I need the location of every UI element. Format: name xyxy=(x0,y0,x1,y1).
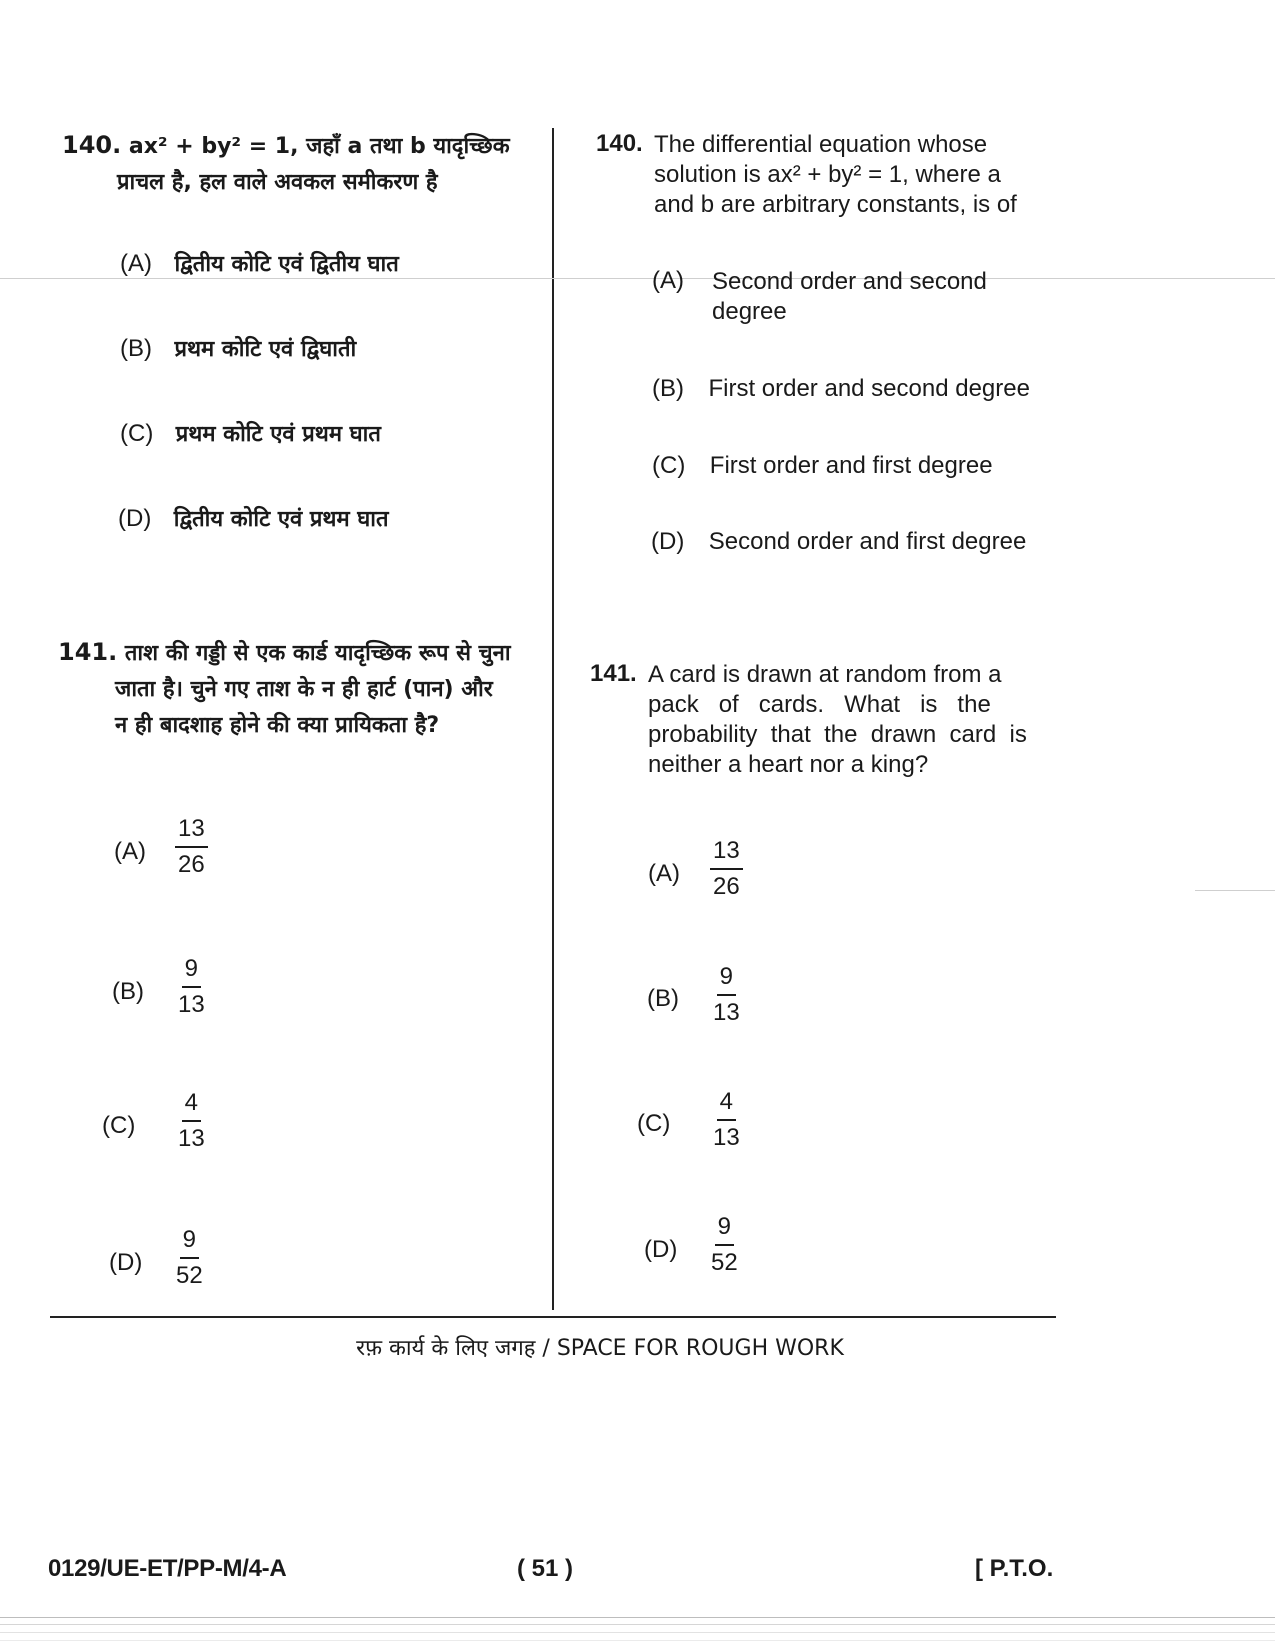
fraction-denominator: 26 xyxy=(178,851,205,878)
option-text: द्वितीय कोटि एवं द्वितीय घात xyxy=(174,252,399,277)
option-d[interactable] xyxy=(651,527,1026,557)
pto-marker: [ P.T.O. xyxy=(975,1555,1054,1582)
option-label[interactable]: (D) xyxy=(644,1236,678,1263)
option-label[interactable]: (B) xyxy=(112,978,144,1005)
content-divider xyxy=(50,1316,1056,1318)
fraction-numerator: 9 xyxy=(715,1212,734,1246)
option-a[interactable] xyxy=(652,267,1072,327)
fraction-option-d xyxy=(708,1212,741,1278)
question-line: प्राचल है, हल वाले अवकल समीकरण है xyxy=(117,170,438,195)
option-b[interactable] xyxy=(652,374,1030,404)
option-text: Second order and first degree xyxy=(708,528,1027,555)
option-c[interactable] xyxy=(652,451,993,481)
option-label: (A) xyxy=(652,267,684,294)
option-a[interactable] xyxy=(120,248,399,278)
fraction-numerator: 9 xyxy=(182,954,201,988)
question-number: 141. xyxy=(590,660,637,687)
rough-work-caption: रफ़ कार्य के लिए जगह / SPACE FOR ROUGH WORK xyxy=(356,1336,844,1361)
option-label: (D) xyxy=(118,505,152,532)
option-b[interactable] xyxy=(120,333,356,363)
fraction-option-b xyxy=(710,962,743,1028)
paper-code: 0129/UE-ET/PP-M/4-A xyxy=(48,1555,287,1582)
question-line: probability that the drawn card is xyxy=(648,721,1027,748)
question-141-english xyxy=(590,660,1065,780)
question-number: 141. xyxy=(58,638,118,666)
option-text: प्रथम कोटि एवं द्विघाती xyxy=(174,337,357,362)
option-label[interactable]: (A) xyxy=(114,838,146,865)
fraction-numerator: 9 xyxy=(180,1225,199,1259)
question-line: ax² + by² = 1, जहाँ a तथा b यादृच्छिक xyxy=(128,134,510,159)
question-line: A card is drawn at random from a xyxy=(648,661,1002,688)
fraction-denominator: 13 xyxy=(713,1124,740,1151)
column-divider xyxy=(552,128,554,1310)
fraction-option-a xyxy=(175,814,208,880)
option-text: प्रथम कोटि एवं प्रथम घात xyxy=(175,422,381,447)
option-label: (C) xyxy=(120,420,154,447)
fraction-option-d xyxy=(173,1225,206,1291)
fraction-option-c xyxy=(175,1088,208,1154)
question-line: The differential equation whose xyxy=(654,131,988,158)
question-line: and b are arbitrary constants, is of xyxy=(654,191,1017,218)
fraction-denominator: 13 xyxy=(178,991,205,1018)
fraction-numerator: 9 xyxy=(717,962,736,996)
fraction-denominator: 26 xyxy=(713,873,740,900)
fraction-denominator: 52 xyxy=(176,1262,203,1289)
scan-line xyxy=(0,278,1275,279)
question-line: न ही बादशाह होने की क्या प्रायिकता है? xyxy=(115,713,440,738)
question-number: 140. xyxy=(596,130,643,157)
option-label[interactable]: (C) xyxy=(102,1112,136,1139)
scan-line xyxy=(0,1640,1275,1641)
question-141-hindi xyxy=(58,634,548,744)
scan-line xyxy=(0,1624,1275,1625)
option-text: degree xyxy=(712,298,787,325)
fraction-numerator: 4 xyxy=(182,1088,201,1122)
question-line: neither a heart nor a king? xyxy=(648,751,929,778)
option-label[interactable]: (D) xyxy=(109,1249,143,1276)
fraction-option-b xyxy=(175,954,208,1020)
question-140-english xyxy=(596,130,1071,220)
option-text: द्वितीय कोटि एवं प्रथम घात xyxy=(173,507,389,532)
question-140-hindi xyxy=(62,127,542,201)
option-label: (D) xyxy=(651,528,685,555)
fraction-option-c xyxy=(710,1087,743,1153)
option-label: (B) xyxy=(652,375,684,402)
option-text: Second order and second xyxy=(712,268,987,295)
option-text: First order and first degree xyxy=(709,452,993,479)
scan-line xyxy=(0,1632,1275,1633)
question-line: solution is ax² + by² = 1, where a xyxy=(654,161,1001,188)
question-line: जाता है। चुने गए ताश के न ही हार्ट (पान) और xyxy=(115,677,493,702)
fraction-numerator: 4 xyxy=(717,1087,736,1121)
scan-line xyxy=(1195,890,1275,891)
question-line: pack of cards. What is the xyxy=(648,691,991,718)
option-label[interactable]: (C) xyxy=(637,1110,671,1137)
fraction-denominator: 13 xyxy=(713,999,740,1026)
fraction-denominator: 52 xyxy=(711,1249,738,1276)
option-label[interactable]: (B) xyxy=(647,985,679,1012)
option-label: (C) xyxy=(652,452,686,479)
fraction-option-a xyxy=(710,836,743,902)
fraction-numerator: 13 xyxy=(175,814,208,848)
question-number: 140. xyxy=(62,131,122,159)
fraction-numerator: 13 xyxy=(710,836,743,870)
scan-line xyxy=(0,1617,1275,1618)
page-number: ( 51 ) xyxy=(517,1555,574,1582)
option-label: (B) xyxy=(120,335,152,362)
option-d[interactable] xyxy=(118,503,389,533)
option-label: (A) xyxy=(120,250,152,277)
question-line: ताश की गड्डी से एक कार्ड यादृच्छिक रूप से चुना xyxy=(124,641,511,666)
fraction-denominator: 13 xyxy=(178,1125,205,1152)
option-c[interactable] xyxy=(120,418,381,448)
option-text: First order and second degree xyxy=(708,375,1030,402)
option-label[interactable]: (A) xyxy=(648,860,680,887)
